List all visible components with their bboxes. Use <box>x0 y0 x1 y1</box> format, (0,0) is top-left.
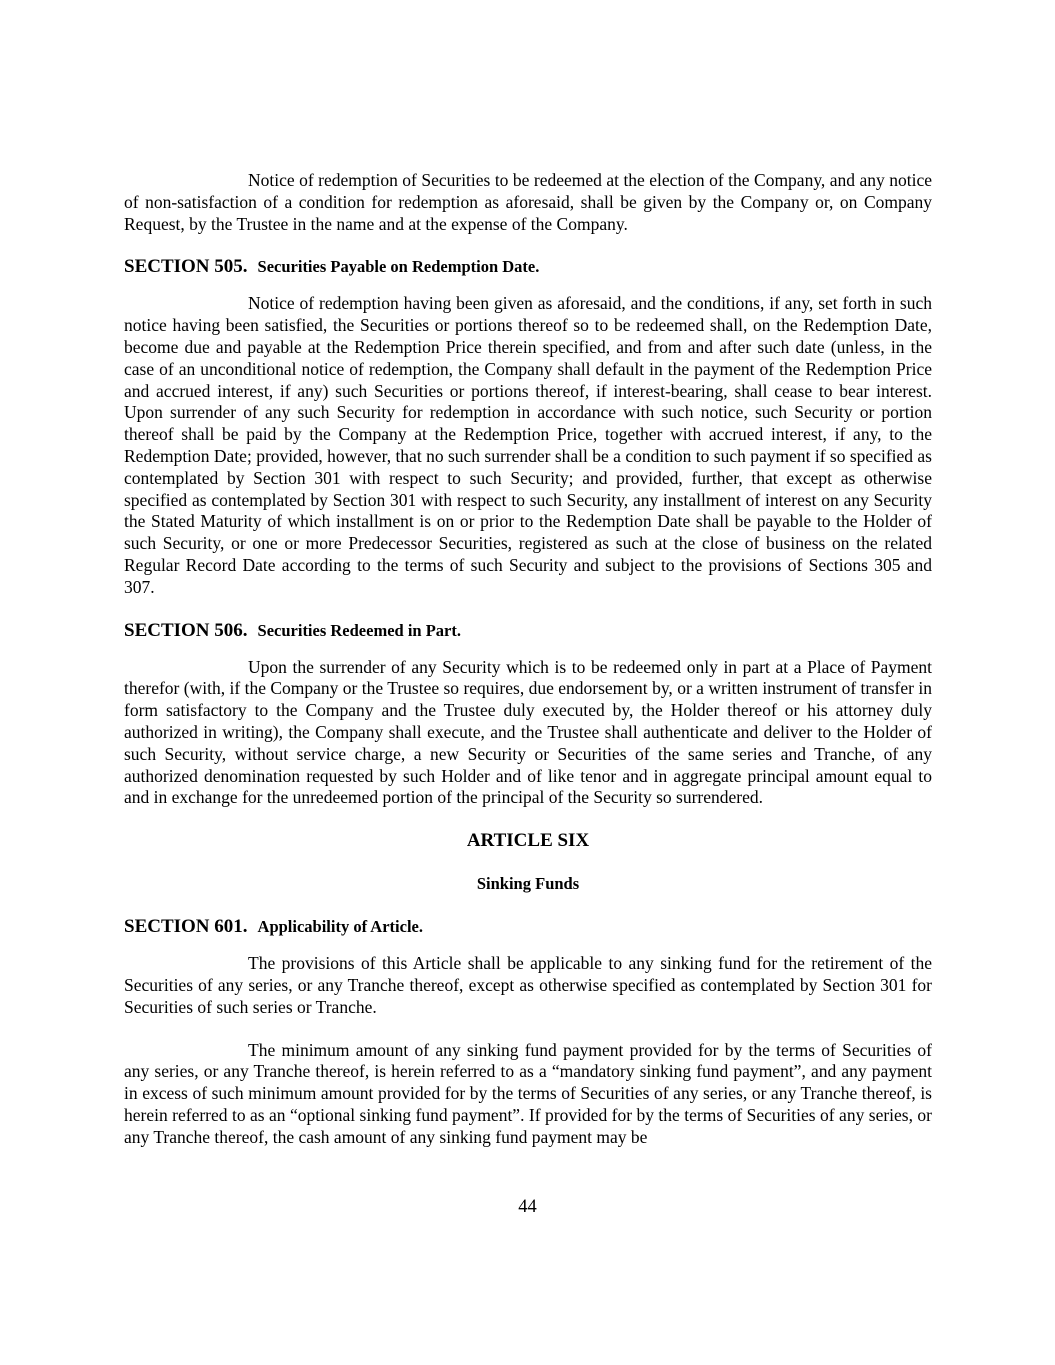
section-506-title: Securities Redeemed in Part. <box>257 620 461 640</box>
article-subtitle: Sinking Funds <box>476 874 580 894</box>
section-601-heading <box>124 916 932 939</box>
section-505-title: Securities Payable on Redemption Date. <box>257 257 540 277</box>
page-number: 44 <box>518 1197 537 1217</box>
section-505-heading <box>124 256 932 279</box>
paragraph-section-601-2: The minimum amount of any sinking fund payment provided for by the terms of Securities of any series, or any Tranche thereof, is herein referred to as a “mandatory sinking fund payment”, and any payment in excess of such minimum amount provided for by the terms of Securities of any series, or any Tranche thereof, is herein referred to as an “optional sinking fund payment”. If provided for by the terms of Securities of any series, or any Tranche thereof, the cash amount of any sinking fund payment may be <box>124 1039 932 1147</box>
article-title: ARTICLE SIX <box>466 830 590 852</box>
section-601-number: SECTION 601. <box>124 916 248 938</box>
section-601-title: Applicability of Article. <box>257 917 423 937</box>
section-506-number: SECTION 506. <box>124 619 248 641</box>
section-505-number: SECTION 505. <box>124 256 248 278</box>
paragraph-section-506: Upon the surrender of any Security which is to be redeemed only in part at a Place of Payment therefor (with, if the Company or the Trustee so requires, due endorsement by, or a written instrument of transfer in form satisfactory to the Company and the Trustee duly executed by, the Holder thereof or his attorney duly authorized in writing), the Company shall execute, and the Trustee shall authenticate and deliver to the Holder of such Security, without service charge, a new Security or Securities of the same series and Tranche, of any authorized denomination requested by such Holder and of like tenor and in aggregate principal amount equal to and in exchange for the unredeemed portion of the principal of the Security so surrendered. <box>124 656 932 808</box>
section-506-heading <box>124 620 932 643</box>
document-page <box>124 170 932 1149</box>
paragraph-section-505: Notice of redemption having been given as aforesaid, and the conditions, if any, set forth in such notice having been satisfied, the Securities or portions thereof so to be redeemed shall, on the Redemption Date, become due and payable at the Redemption Price therein specified, and from and after such date (unless, in the case of an unconditional notice of redemption, the Company shall default in the payment of the Redemption Price and accrued interest, if any) such Securities or portions thereof, if interest-bearing, shall cease to bear interest. Upon surrender of any such Security for redemption in accordance with such notice, such Security or portion thereof shall be paid by the Company at the Redemption Price, together with accrued interest, if any, to the Redemption Date; provided, however, that no such surrender shall be a condition to such payment if so specified as contemplated by Section 301 with respect to such Security; and provided, further, that except as otherwise specified as contemplated by Section 301 with respect to such Security, any installment of interest on any Security the Stated Maturity of which installment is on or prior to the Redemption Date shall be payable to the Holder of such Security, or one or more Predecessor Securities, registered as such at the close of business on the related Regular Record Date according to the terms of such Security and subject to the provisions of Sections 305 and 307. <box>124 293 932 597</box>
paragraph-section-601-1: The provisions of this Article shall be applicable to any sinking fund for the retirement of the Securities of any series, or any Tranche thereof, except as otherwise specified as contemplated by Section 301 for Securities of such series or Tranche. <box>124 953 932 1017</box>
paragraph-redemption-notice: Notice of redemption of Securities to be redeemed at the election of the Company, and any notice of non-satisfaction of a condition for redemption as aforesaid, shall be given by the Company or, on Company Request, by the Trustee in the name and at the expense of the Company. <box>124 170 932 234</box>
